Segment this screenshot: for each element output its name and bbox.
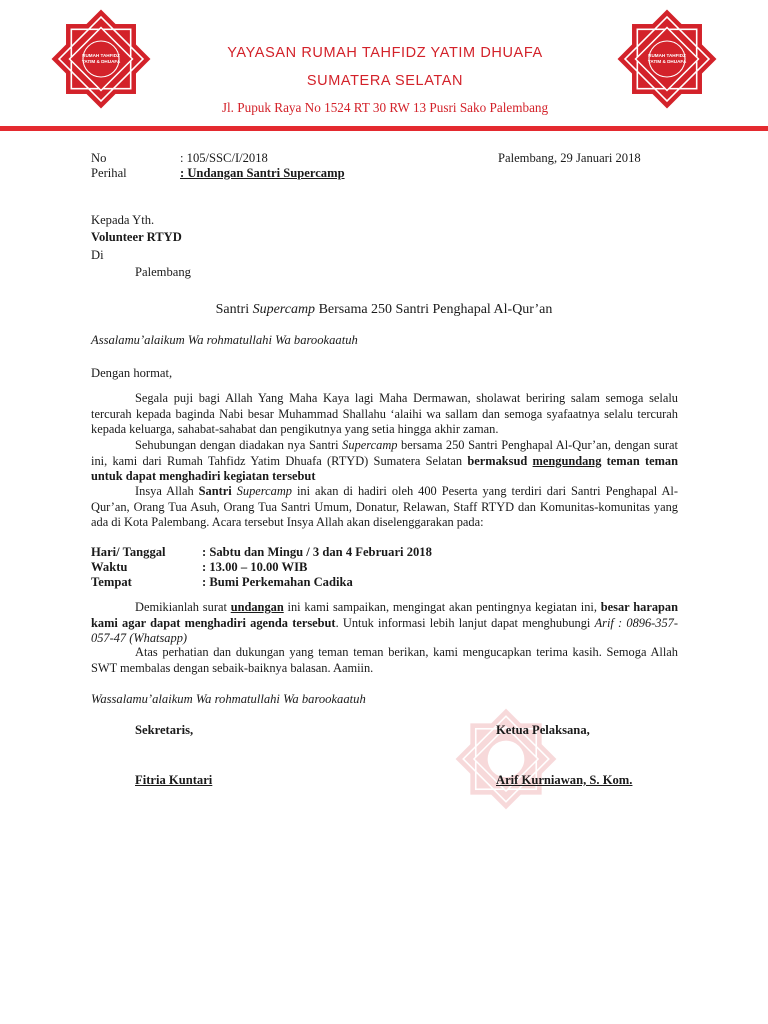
letter-number-label: No xyxy=(91,151,107,165)
recipient-name: Volunteer RTYD xyxy=(91,230,182,244)
letter-title: Santri Supercamp Bersama 250 Santri Penghapal Al-Qur’an xyxy=(215,302,553,317)
logo-text-line1: RUMAH TAHFIDZ xyxy=(82,53,120,58)
recipient-di: Di xyxy=(91,248,104,262)
schedule-label-time: Waktu xyxy=(91,560,128,574)
dengan-hormat: Dengan hormat, xyxy=(91,366,173,380)
schedule-value-date: : Sabtu dan Mingu / 3 dan 4 Februari 2018 xyxy=(202,545,432,559)
schedule-label-place: Tempat xyxy=(91,575,132,589)
schedule-label-date: Hari/ Tanggal xyxy=(91,545,166,559)
paragraph-2: Sehubungan dengan diadakan nya Santri Supercamp bersama 250 Santri Penghapal Al-Qur’an, dengan surat ini, kami dari Rumah Tahfidz Yatim Dhuafa (RTYD) Sumatera Selatan bermaksud mengundang teman teman untuk dapat menghadiri kegiatan tersebut xyxy=(91,438,679,484)
signature-right-role: Ketua Pelaksana, xyxy=(496,723,590,737)
paragraph-1: Segala puji bagi Allah Yang Maha Kaya lagi Maha Dermawan, sholawat beriring salam semoga selalu tercurah kepada baginda Nabi besar Muhammad Shallahu ‘alaihi wa sallam dan semoga syafaatnya selalu tercurah kepada keluarga, sahabat-sahabat dan pengikutnya yang setia hingga akhir zaman. xyxy=(91,391,678,437)
logo-text-line1: RUMAH TAHFIDZ xyxy=(648,53,686,58)
watermark-logo xyxy=(452,705,560,813)
recipient-city: Palembang xyxy=(135,265,191,279)
paragraph-5: Atas perhatian dan dukungan yang teman teman berikan, kami mengucapkan terima kasih. Semoga Allah SWT membalas dengan sebaik-baiknya balasan. Aamiin. xyxy=(91,645,678,675)
organization-region: SUMATERA SELATAN xyxy=(306,73,464,89)
logo-text-line2: YATIM & DHUAFA xyxy=(81,59,121,64)
star-emblem-icon xyxy=(452,705,560,813)
organization-address: Jl. Pupuk Raya No 1524 RT 30 RW 13 Pusri Sako Palembang xyxy=(221,100,549,115)
subject-value: : Undangan Santri Supercamp xyxy=(180,166,345,180)
schedule-value-place: : Bumi Perkemahan Cadika xyxy=(202,575,353,589)
organization-logo xyxy=(614,6,720,112)
signature-left-name: Fitria Kuntari xyxy=(135,773,213,787)
recipient-greeting: Kepada Yth. xyxy=(91,213,155,227)
signature-left-role: Sekretaris, xyxy=(135,723,194,737)
salam-closing: Wassalamu’alaikum Wa rohmatullahi Wa barookaatuh xyxy=(91,692,366,706)
logo-text-line2: YATIM & DHUAFA xyxy=(647,59,687,64)
organization-name: YAYASAN RUMAH TAHFIDZ YATIM DHUAFA xyxy=(227,45,543,61)
paragraph-4: Demikianlah surat undangan ini kami sampaikan, mengingat akan pentingnya kegiatan ini, besar harapan kami agar dapat menghadiri agenda tersebut. Untuk informasi lebih lanjut dapat menghubungi Arif : 0896-357-057-47 (Whatsapp) xyxy=(91,600,679,646)
salam-opening: Assalamu’alaikum Wa rohmatullahi Wa barookaatuh xyxy=(91,333,358,347)
letter-date: Palembang, 29 Januari 2018 xyxy=(498,151,641,165)
header-divider xyxy=(0,126,768,131)
letter-number: : 105/SSC/I/2018 xyxy=(180,151,268,165)
organization-logo xyxy=(48,6,154,112)
paragraph-3: Insya Allah Santri Supercamp ini akan di hadiri oleh 400 Peserta yang terdiri dari Santri Penghapal Al-Qur’an, Orang Tua Asuh, Orang Tua Santri Umum, Donatur, Relawan, Staff RTYD dan Komunitas-komunitas yang ada di Kota Palembang. Acara tersebut Insya Allah akan diselenggarakan pada: xyxy=(91,484,678,530)
signature-right-name: Arif Kurniawan, S. Kom. xyxy=(496,773,633,787)
schedule-value-time: : 13.00 – 10.00 WIB xyxy=(202,560,308,574)
subject-label: Perihal xyxy=(91,166,127,180)
